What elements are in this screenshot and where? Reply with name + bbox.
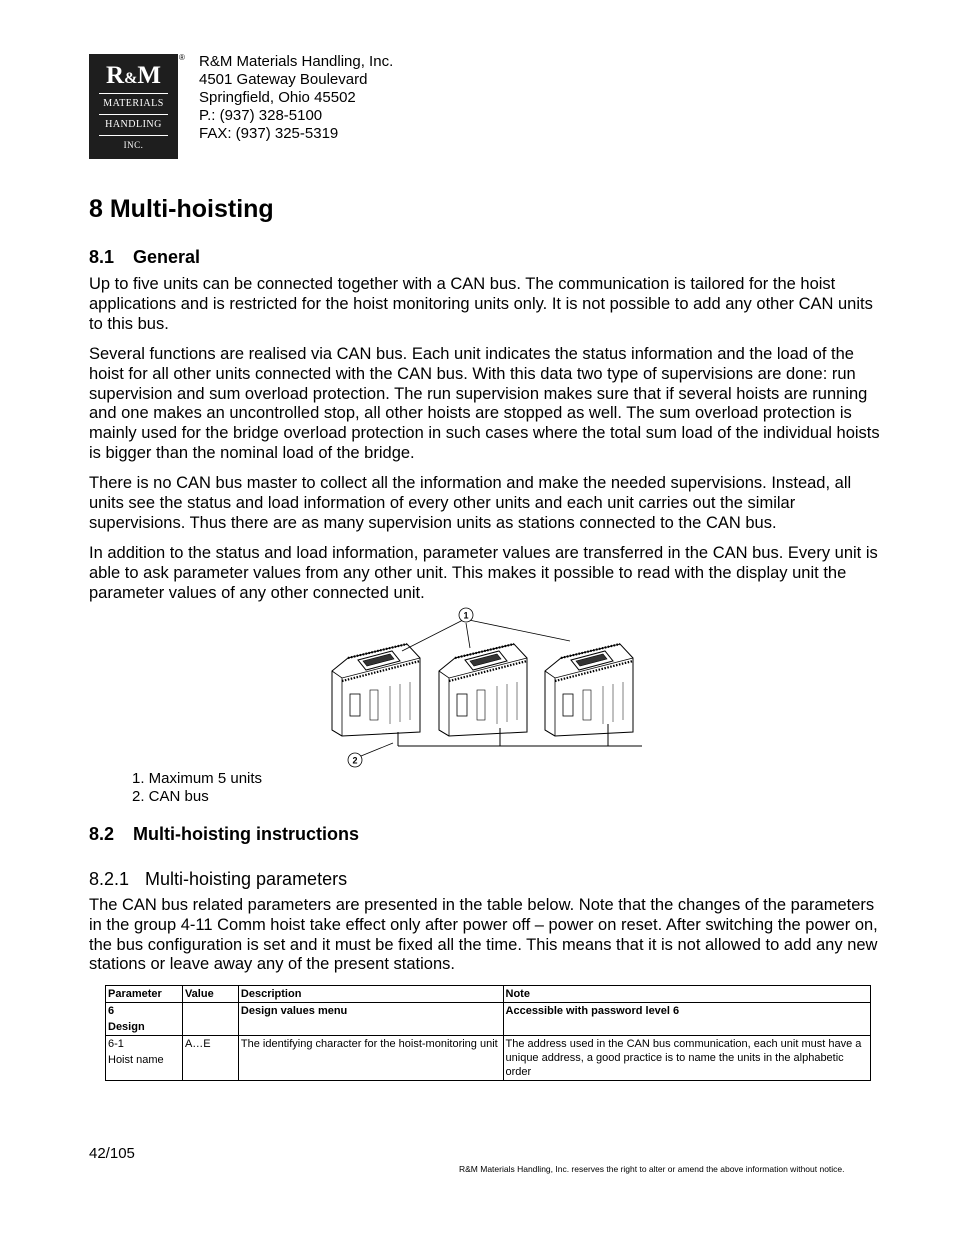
logo-text-materials: MATERIALS xyxy=(103,98,164,109)
subsection-number: 8.2.1 xyxy=(89,869,130,889)
table-row xyxy=(106,1003,871,1036)
parameter-code: 6-1 xyxy=(108,1038,124,1050)
table-cell-parameter xyxy=(106,1003,183,1036)
can-bus-diagram xyxy=(330,606,650,770)
hoist-unit-1 xyxy=(332,644,420,736)
company-name: R&M Materials Handling, Inc. xyxy=(199,53,394,70)
parameter-code: 6 xyxy=(108,1005,115,1017)
table-header-cell: Parameter xyxy=(106,986,183,1003)
parameter-table xyxy=(105,985,871,1081)
table-header-cell: Description xyxy=(238,986,503,1003)
paragraph: Several functions are realised via CAN bus. Each unit indicates the status information and the load of the hoist for all other units connected with the CAN bus. With this data two type of supervisions are done: run supervision and sum overload protection. The run supervision makes sure that if several hoists are running and one makes an uncontrolled stop, all other hoists are stopped as well. The sum overload protection is mainly used for the bridge overload protection in such cases where the total sum load of the individual hoists is bigger than the nominal load of the bridge. xyxy=(89,345,880,462)
hoist-unit-2 xyxy=(439,644,527,736)
paragraph: Up to five units can be connected together with a CAN bus. The communication is tailored for the hoist applications and is restricted for the hoist monitoring units only. It is not possible to add any other CAN units to this bus. xyxy=(89,275,873,333)
table-row xyxy=(106,1036,871,1081)
parameter-name: Design xyxy=(108,1021,145,1033)
table-cell-description: Design values menu xyxy=(238,1003,503,1036)
table-cell-note: Accessible with password level 6 xyxy=(503,1003,870,1036)
paragraph: In addition to the status and load information, parameter values are transferred in the CAN bus. Every unit is able to ask parameter values from any other unit. This makes it possible to read with the display unit the parameter values of any other connected unit. xyxy=(89,544,878,602)
callout-arrow xyxy=(466,623,470,648)
table-cell-parameter xyxy=(106,1036,183,1081)
logo-divider xyxy=(99,93,168,94)
section-heading-general xyxy=(89,247,200,268)
company-city: Springfield, Ohio 45502 xyxy=(199,89,356,106)
caption-item: 1. Maximum 5 units xyxy=(132,770,263,787)
callout-arrow xyxy=(361,743,393,756)
company-street: 4501 Gateway Boulevard xyxy=(199,71,368,88)
table-header-row xyxy=(106,986,871,1003)
footer-notice: R&M Materials Handling, Inc. reserves the right to alter or amend the above information without notice. xyxy=(459,1164,845,1174)
logo-text-inc: INC. xyxy=(123,140,144,150)
registered-mark: ® xyxy=(179,53,185,62)
chapter-title: 8 Multi-hoisting xyxy=(89,195,274,223)
hoist-unit-3 xyxy=(545,644,633,736)
logo-text-handling: HANDLING xyxy=(105,119,162,130)
section-number: 8.1 xyxy=(89,247,115,267)
subsection-heading-parameters xyxy=(89,869,347,890)
parameter-name: Hoist name xyxy=(108,1054,164,1066)
section-title: General xyxy=(133,247,201,267)
callout-label-2: 2 xyxy=(352,755,358,766)
callout-arrow xyxy=(402,620,463,651)
table-cell-value xyxy=(182,1003,238,1036)
figure-caption xyxy=(132,770,262,806)
company-phone: P.: (937) 328-5100 xyxy=(199,107,323,124)
section-title: Multi-hoisting instructions xyxy=(133,824,359,844)
table-cell-description: The identifying character for the hoist-monitoring unit xyxy=(238,1036,503,1081)
table-header-cell: Value xyxy=(182,986,238,1003)
company-logo xyxy=(89,54,178,159)
table-cell-value: A…E xyxy=(182,1036,238,1081)
callout-arrow xyxy=(469,620,570,641)
table-cell-note: The address used in the CAN bus communication, each unit must have a unique address, a good practice is to name the units in the alphabetic order xyxy=(503,1036,870,1081)
section-heading-instructions xyxy=(89,824,359,845)
section-number: 8.2 xyxy=(89,824,115,844)
paragraph: There is no CAN bus master to collect all the information and make the needed supervisions. Instead, all units see the status and load information of every other units and each unit carries out the similar supervisions. Thus there are as many supervision units as stations connected to the CAN bus. xyxy=(89,474,852,532)
company-address xyxy=(199,53,393,143)
caption-item: 2. CAN bus xyxy=(132,788,209,805)
page-number: 42/105 xyxy=(89,1145,135,1162)
paragraph: The CAN bus related parameters are presented in the table below. Note that the changes of the parameters in the group 4-11 Comm hoist take effect only after power off – power on reset. After switching the power on, the bus configuration is set and it must be fixed all the time. This means that it is not allowed to add any new stations or leave away any of the present stations. xyxy=(89,896,878,974)
logo-monogram: R&M xyxy=(106,62,161,89)
subsection-title: Multi-hoisting parameters xyxy=(145,869,348,889)
logo-divider xyxy=(99,114,168,115)
company-fax: FAX: (937) 325-5319 xyxy=(199,125,339,142)
logo-divider xyxy=(99,135,168,136)
callout-label-1: 1 xyxy=(463,610,469,621)
table-header-cell: Note xyxy=(503,986,870,1003)
